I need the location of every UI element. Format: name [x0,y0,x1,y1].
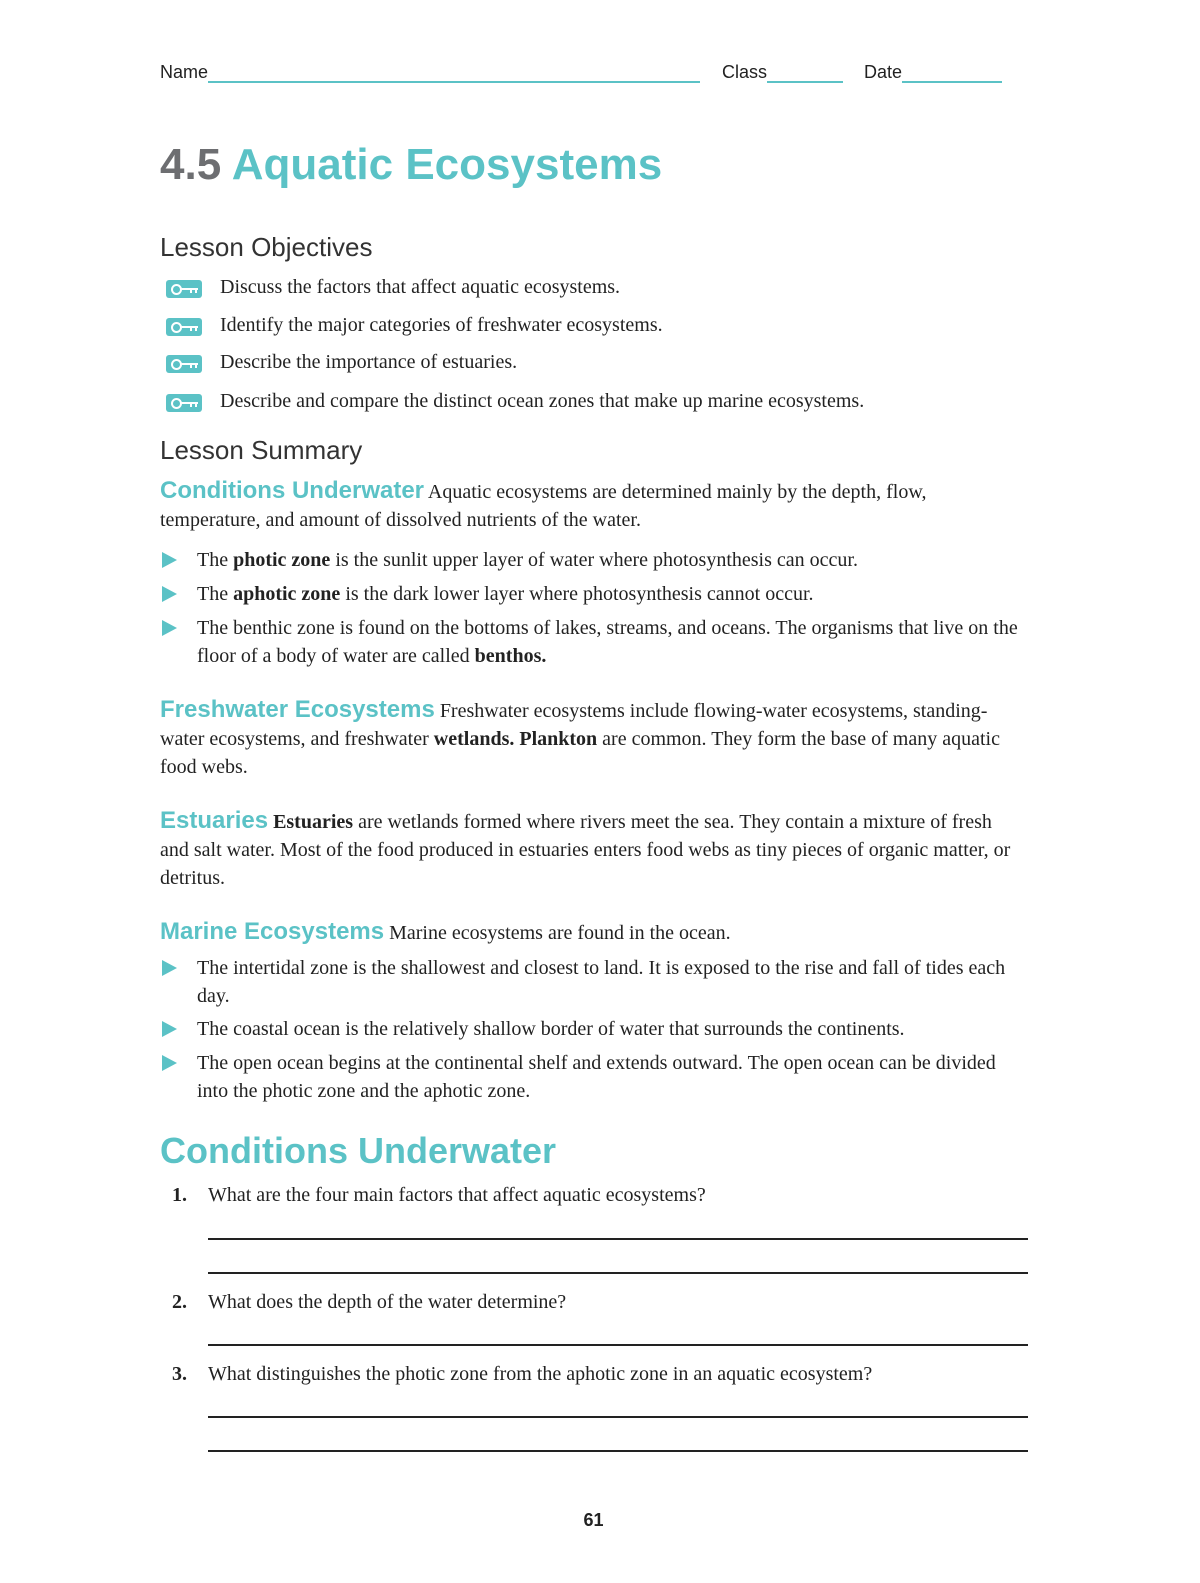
conditions-text: Aquatic ecosystems are determined mainly by the depth, flow, temperature, and amount of dissolved nutrients of the water. [160,481,927,531]
name-line[interactable] [208,63,700,83]
objective-text: Describe the importance of estuaries. [220,351,518,373]
class-label: Class [722,62,768,82]
objectives-heading: Lesson Objectives [160,232,373,262]
date-line[interactable] [902,63,1002,83]
objective-item [166,314,1026,342]
triangle-bullet-icon [162,1055,177,1071]
question-3: 3. What distinguishes the photic zone from the aphotic zone in an aquatic ecosystem? [172,1363,873,1385]
worksheet-header [160,62,1010,86]
objective-text: Identify the major categories of freshwater ecosystems. [220,314,663,336]
question-1: 1. What are the four main factors that affect aquatic ecosystems? [172,1184,706,1206]
questions-heading: Conditions Underwater [160,1130,557,1171]
name-field[interactable] [160,62,700,83]
page-number: 61 [583,1510,604,1530]
triangle-bullet-icon [162,552,177,568]
objective-item [166,351,1026,379]
question-2: 2. What does the depth of the water determine? [172,1291,567,1313]
estuaries-lead: Estuaries [160,807,269,834]
lesson-number: 4.5 [160,140,222,189]
objective-item [166,390,1026,418]
triangle-bullet-icon [162,960,177,976]
class-line[interactable] [767,63,843,83]
date-label: Date [864,62,903,82]
answer-line[interactable] [208,1272,1028,1274]
page-title [160,140,662,190]
triangle-bullet-icon [162,1021,177,1037]
name-label: Name [160,62,209,82]
conditions-paragraph [160,477,1020,534]
triangle-bullet-icon [162,586,177,602]
answer-line[interactable] [208,1450,1028,1452]
conditions-lead: Conditions Underwater [160,477,425,504]
key-icon [166,394,202,412]
objective-text: Describe and compare the distinct ocean zones that make up marine ecosystems. [220,390,865,412]
lesson-title: Aquatic Ecosystems [231,140,663,189]
key-icon [166,355,202,373]
triangle-bullet-icon [162,620,177,636]
class-field[interactable] [722,62,843,83]
marine-paragraph: Marine Ecosystems Marine ecosystems are found in the ocean. [160,918,731,945]
answer-line[interactable] [208,1238,1028,1240]
summary-heading: Lesson Summary [160,435,363,465]
objective-item [166,276,1026,304]
key-icon [166,318,202,336]
estuaries-paragraph: Estuaries Estuaries are wetlands formed where rivers meet the sea. They contain a mixture of fresh and salt water. Most of the food produced in estuaries enters food webs as tiny pieces of organic matter, or detritus. [160,807,1011,889]
key-icon [166,280,202,298]
answer-line[interactable] [208,1344,1028,1346]
answer-line[interactable] [208,1416,1028,1418]
objective-text: Discuss the factors that affect aquatic ecosystems. [220,276,621,298]
marine-lead: Marine Ecosystems [160,918,385,945]
date-field[interactable] [864,62,1002,83]
freshwater-paragraph: Freshwater Ecosystems Freshwater ecosystems include flowing-water ecosystems, standing-water ecosystems, and freshwater wetlands. Plankton are common. They form the base of many aquatic food webs. [160,696,1000,778]
freshwater-lead: Freshwater Ecosystems [160,696,435,723]
